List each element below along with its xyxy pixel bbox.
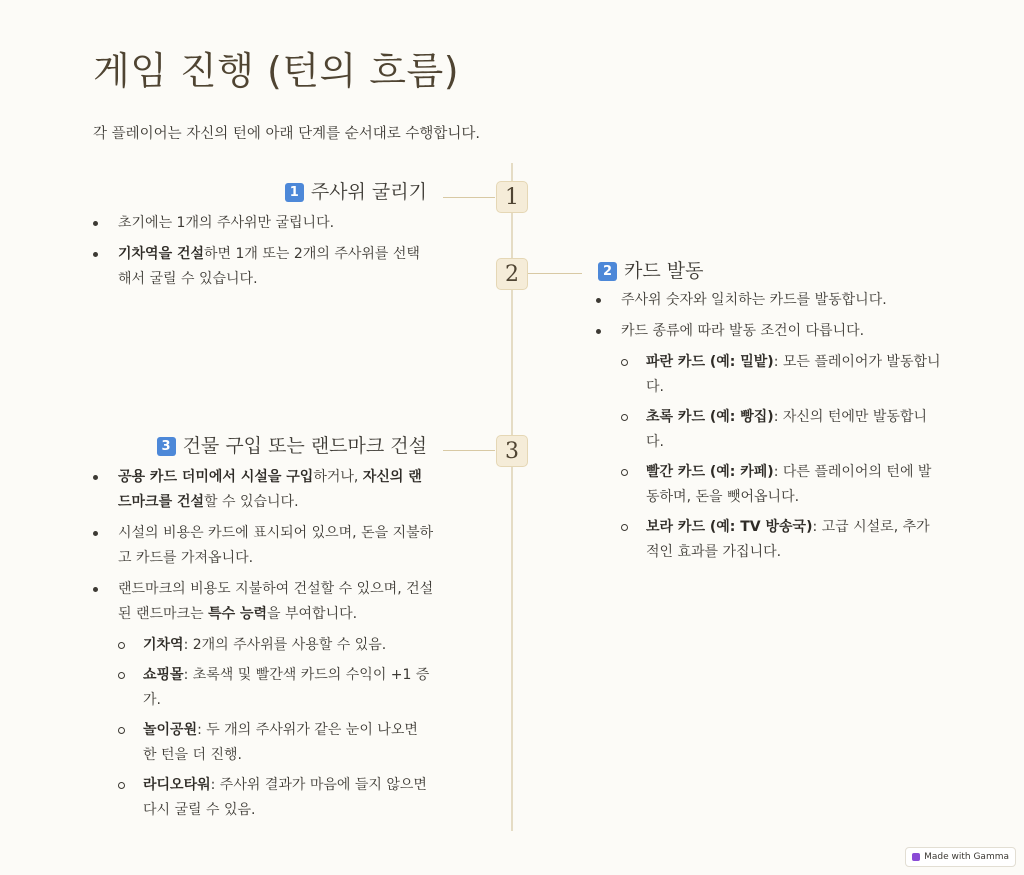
gamma-badge-label: Made with Gamma bbox=[924, 852, 1009, 862]
connector-1 bbox=[443, 197, 495, 198]
list-item bbox=[93, 242, 433, 292]
text-segment: 초기에는 1개의 주사위만 굴립니다. bbox=[118, 215, 335, 231]
step-2-title: 카드 발동 bbox=[624, 260, 704, 282]
gamma-logo-icon bbox=[912, 853, 920, 861]
text-segment: 하거나, bbox=[313, 469, 363, 485]
step-3-title: 건물 구입 또는 랜드마크 건설 bbox=[182, 435, 427, 457]
connector-3 bbox=[443, 450, 495, 451]
sub-list bbox=[118, 633, 435, 823]
bold-text: 초록 카드 (예: 빵집) bbox=[646, 409, 774, 425]
sub-list bbox=[621, 350, 941, 565]
list-item bbox=[118, 663, 435, 713]
list-item bbox=[596, 319, 941, 565]
list-item bbox=[621, 515, 941, 565]
text-segment: 시설의 비용은 카드에 표시되어 있으며, 돈을 지불하고 카드를 가져옵니다. bbox=[118, 525, 434, 566]
keycap-2-icon: 2 bbox=[598, 262, 617, 281]
bold-text: 공용 카드 더미에서 시설을 구입 bbox=[118, 469, 314, 485]
intro-text: 각 플레이어는 자신의 턴에 아래 단계를 순서대로 수행합니다. bbox=[93, 126, 481, 142]
keycap-1-icon: 1 bbox=[285, 183, 304, 202]
bold-text: 놀이공원 bbox=[143, 722, 198, 738]
text-segment: 을 부여합니다. bbox=[267, 606, 358, 622]
step-1-node: 1 bbox=[496, 181, 528, 213]
connector-2 bbox=[528, 273, 582, 274]
bold-text: 특수 능력 bbox=[208, 606, 268, 622]
text-segment: 랜드마크의 비용도 지불하여 건설할 수 있으며, 건설된 랜드마크는 bbox=[118, 581, 434, 622]
step-2-node: 2 bbox=[496, 258, 528, 290]
step-3-heading bbox=[157, 431, 427, 458]
made-with-gamma-badge[interactable] bbox=[905, 847, 1016, 867]
list-item bbox=[621, 460, 941, 510]
step-1-title: 주사위 굴리기 bbox=[310, 181, 427, 203]
bold-text: 기차역을 건설 bbox=[118, 246, 205, 262]
step-2-heading bbox=[598, 256, 703, 283]
text-segment: : 초록색 및 빨간색 카드의 수익이 +1 증가. bbox=[143, 667, 430, 708]
bold-text: 쇼핑몰 bbox=[143, 667, 184, 683]
bold-text: 보라 카드 (예: TV 방송국) bbox=[646, 519, 813, 535]
list-item bbox=[118, 718, 435, 768]
text-segment: 하면 1개 또는 2개의 주사위를 선택해서 굴릴 수 있습니다. bbox=[118, 246, 420, 287]
keycap-3-icon: 3 bbox=[157, 437, 176, 456]
text-segment: : 자신의 턴에만 발동합니다. bbox=[646, 409, 927, 450]
text-segment: : 2개의 주사위를 사용할 수 있음. bbox=[183, 637, 387, 653]
list-item bbox=[93, 577, 435, 823]
step-1-heading bbox=[285, 177, 427, 204]
page-title: 게임 진행 (턴의 흐름) bbox=[93, 49, 460, 93]
bold-text: 파란 카드 (예: 밀밭) bbox=[646, 354, 774, 370]
text-segment: : 주사위 결과가 마음에 들지 않으면 다시 굴릴 수 있음. bbox=[143, 777, 427, 818]
text-segment: : 고급 시설로, 추가적인 효과를 가집니다. bbox=[646, 519, 930, 560]
step-3-node: 3 bbox=[496, 435, 528, 467]
step-1-list bbox=[93, 211, 433, 298]
text-segment: 주사위 숫자와 일치하는 카드를 발동합니다. bbox=[621, 292, 887, 308]
list-item bbox=[621, 350, 941, 400]
bold-text: 라디오타워 bbox=[143, 777, 211, 793]
list-item bbox=[118, 773, 435, 823]
bold-text: 자신의 랜드마크를 건설 bbox=[118, 469, 422, 510]
text-segment: : 두 개의 주사위가 같은 눈이 나오면 한 턴을 더 진행. bbox=[143, 722, 418, 763]
step-2-list bbox=[596, 288, 941, 571]
text-segment: : 모든 플레이어가 발동합니다. bbox=[646, 354, 941, 395]
list-item bbox=[621, 405, 941, 455]
list-item bbox=[596, 288, 941, 313]
text-segment: : 다른 플레이어의 턴에 발동하며, 돈을 뺏어옵니다. bbox=[646, 464, 932, 505]
bold-text: 빨간 카드 (예: 카페) bbox=[646, 464, 774, 480]
list-item bbox=[118, 633, 435, 658]
step-3-list bbox=[93, 465, 435, 829]
list-item bbox=[93, 521, 435, 571]
bold-text: 기차역 bbox=[143, 637, 184, 653]
text-segment: 할 수 있습니다. bbox=[204, 494, 299, 510]
text-segment: 카드 종류에 따라 발동 조건이 다릅니다. bbox=[621, 323, 865, 339]
list-item bbox=[93, 465, 435, 515]
list-item bbox=[93, 211, 433, 236]
